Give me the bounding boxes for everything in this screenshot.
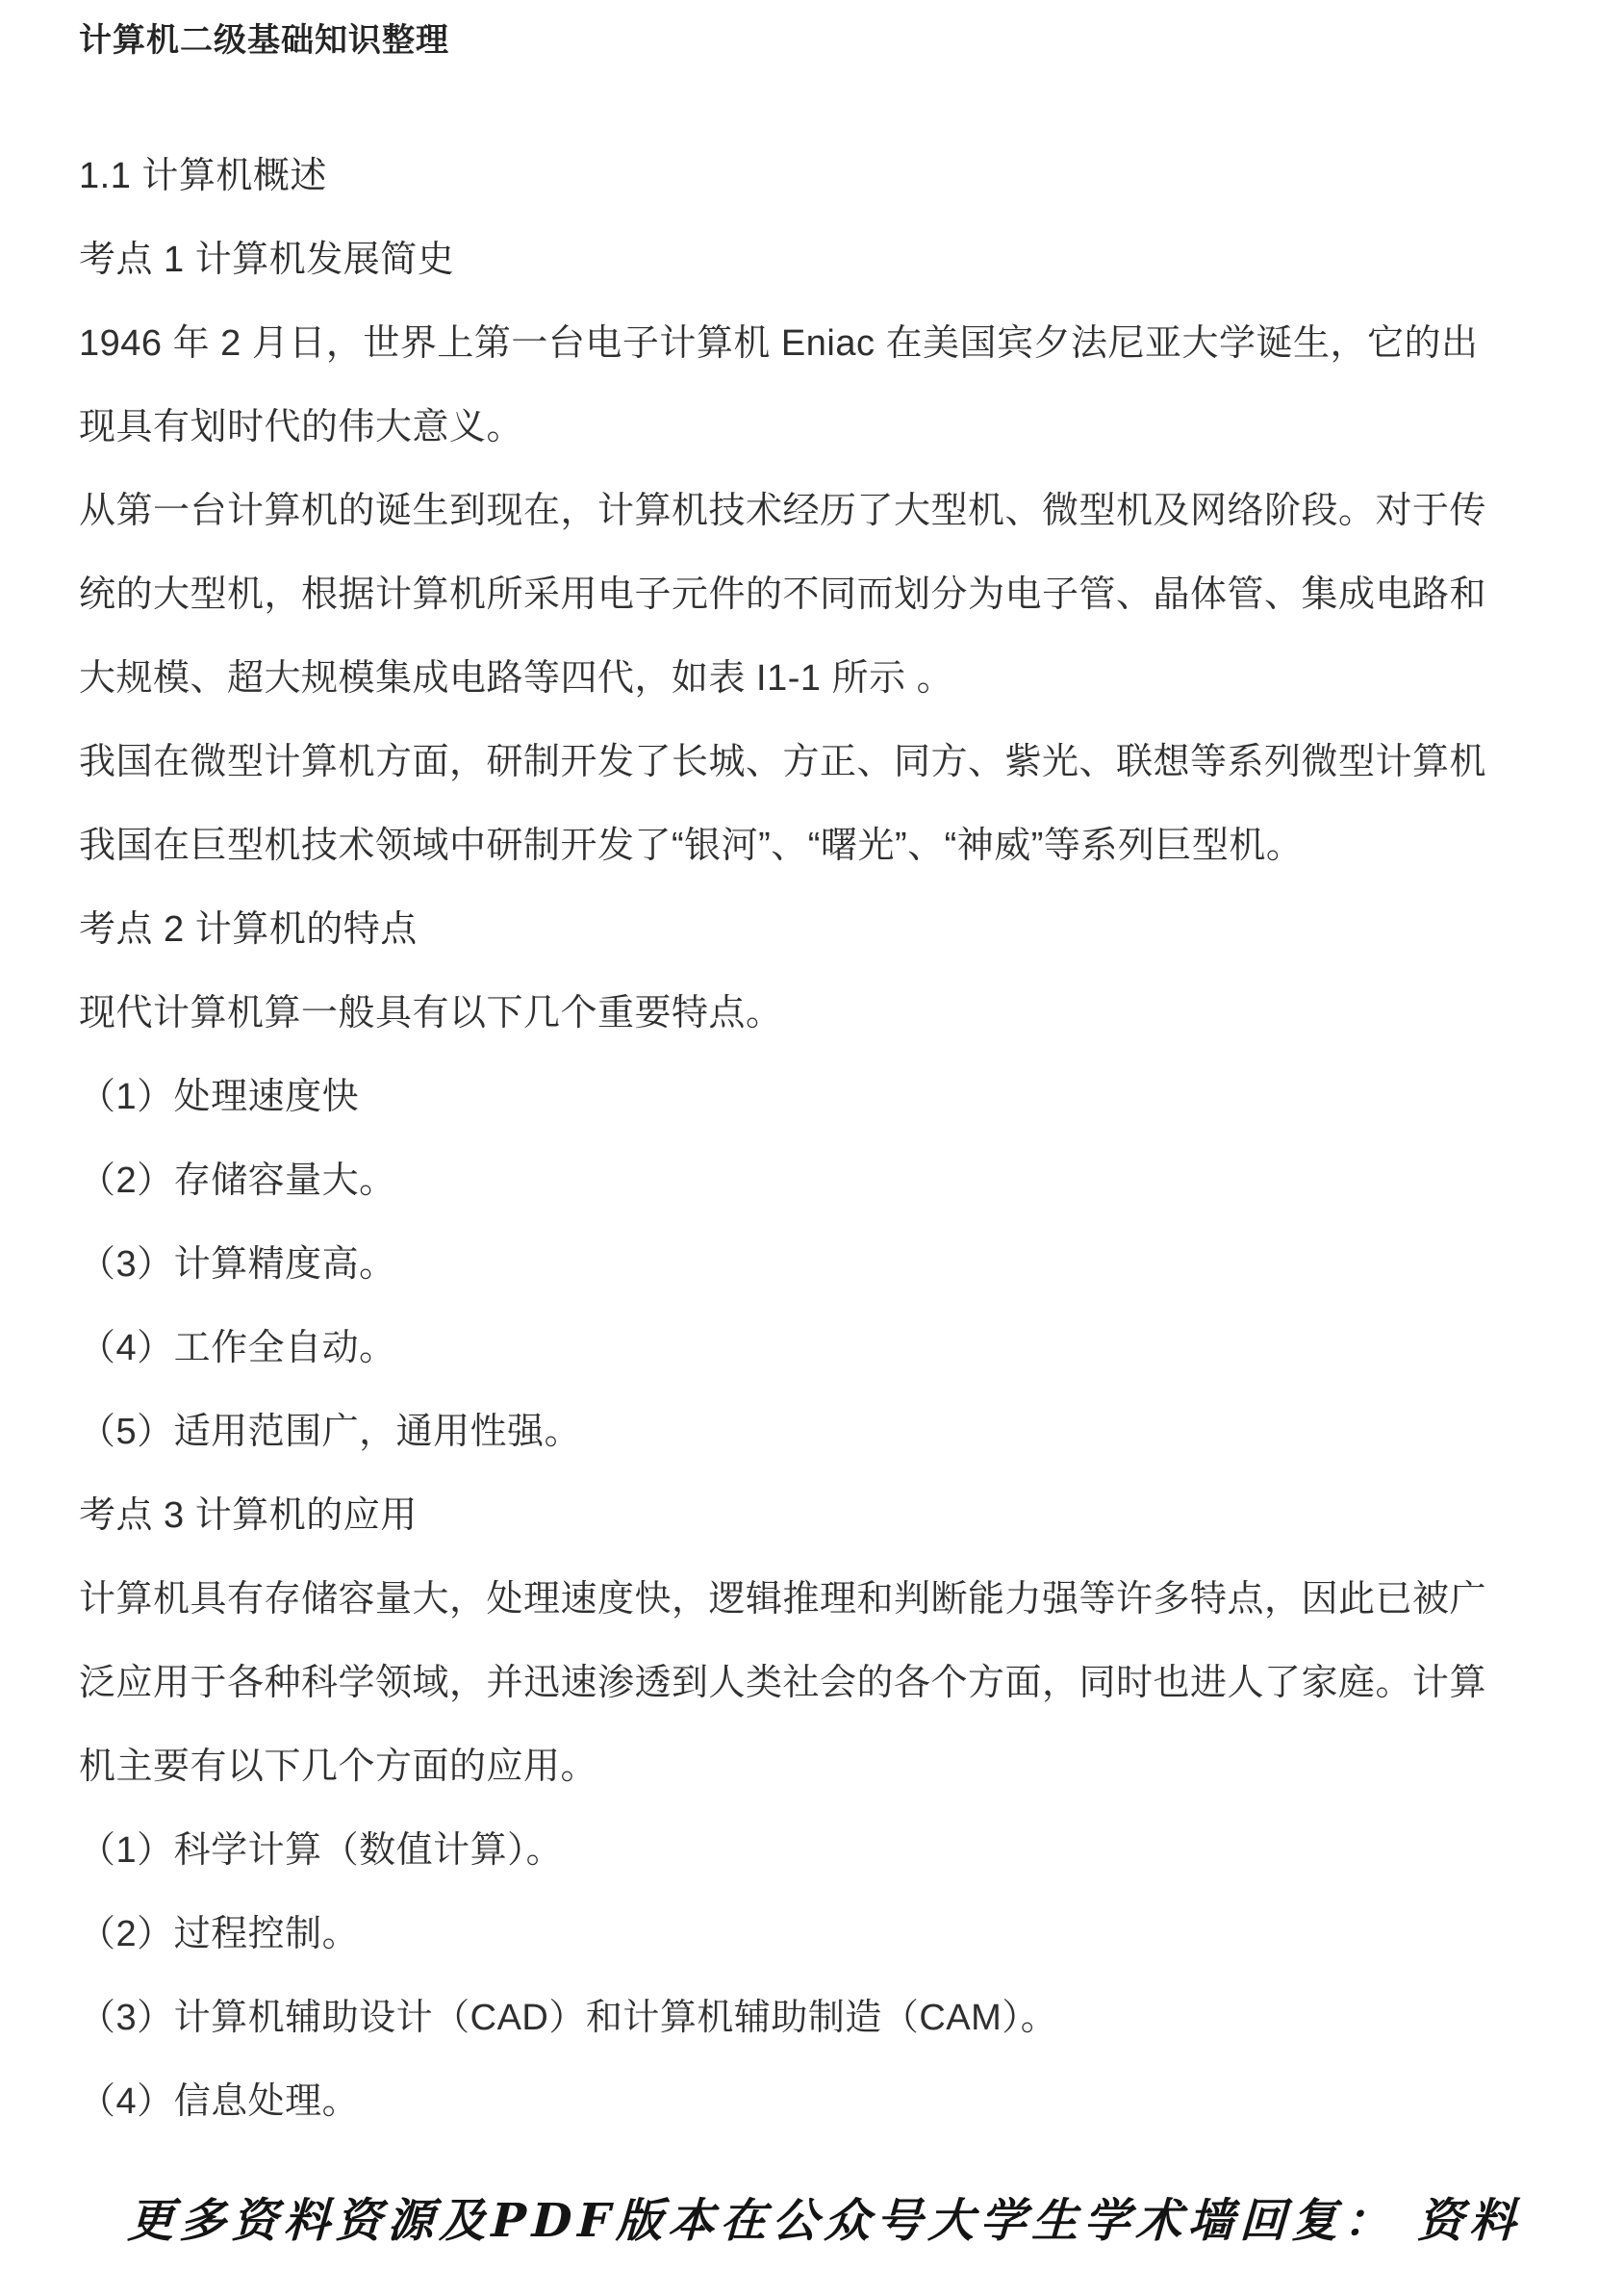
text-line: 现代计算机算一般具有以下几个重要特点。 xyxy=(79,993,783,1033)
text-line: 泛应用于各种科学领域，并迅速渗透到人类社会的各个方面，同时也进人了家庭。计算 xyxy=(79,1663,1487,1703)
footer-watermark-text: 更多资料资源及PDF版本在公众号大学生学术墙回复： 资料 xyxy=(126,2194,1523,2248)
document-title: 计算机二级基础知识整理 xyxy=(79,22,449,59)
text-line: 统的大型机，根据计算机所采用电子元件的不同而划分为电子管、晶体管、集成电路和 xyxy=(79,574,1487,615)
text-line: （5）适用范围广，通用性强。 xyxy=(79,1412,582,1452)
text-line: （4）工作全自动。 xyxy=(79,1328,396,1368)
text-line: （1）科学计算（数值计算）。 xyxy=(79,1830,564,1871)
text-line: （1）处理速度快 xyxy=(79,1077,360,1117)
document-lines xyxy=(79,135,1570,2144)
text-line: （2）过程控制。 xyxy=(79,1914,360,1954)
text-line: 我国在巨型机技术领域中研制开发了“银河”、“曙光”、“神威”等系列巨型机。 xyxy=(79,826,1304,866)
text-line: 我国在微型计算机方面，研制开发了长城、方正、同方、紫光、联想等系列微型计算机 xyxy=(79,742,1487,782)
section-heading: 1.1 计算机概述 xyxy=(79,156,327,196)
section-heading: 考点 1 计算机发展简史 xyxy=(79,240,455,280)
text-line: 大规模、超大规模集成电路等四代，如表 I1-1 所示 。 xyxy=(79,658,954,699)
text-line: （2）存储容量大。 xyxy=(79,1161,396,1201)
text-line: （3）计算精度高。 xyxy=(79,1244,396,1285)
text-line: 1946 年 2 月日，世界上第一台电子计算机 Eniac 在美国宾夕法尼亚大学诞生，它的出 xyxy=(79,323,1479,364)
text-line: 机主要有以下几个方面的应用。 xyxy=(79,1747,598,1787)
text-line: （4）信息处理。 xyxy=(79,2081,360,2122)
text-line: 现具有划时代的伟大意义。 xyxy=(79,407,524,447)
section-heading: 考点 2 计算机的特点 xyxy=(79,909,418,950)
section-heading: 考点 3 计算机的应用 xyxy=(79,1495,418,1536)
text-line: 从第一台计算机的诞生到现在，计算机技术经历了大型机、微型机及网络阶段。对于传 xyxy=(79,491,1487,531)
text-line: 计算机具有存储容量大，处理速度快，逻辑推理和判断能力强等许多特点，因此已被广 xyxy=(79,1579,1487,1620)
text-line: （3）计算机辅助设计（CAD）和计算机辅助制造（CAM）。 xyxy=(79,1998,1058,2038)
